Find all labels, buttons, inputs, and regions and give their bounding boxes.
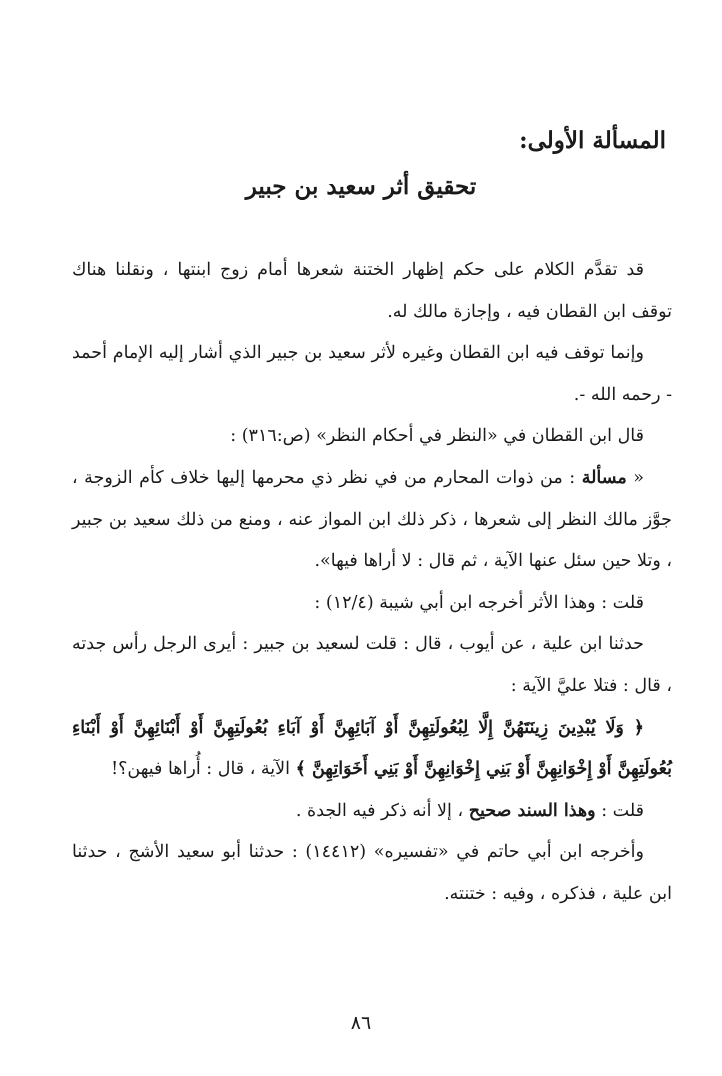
paragraph-8-text: ، إلا أنه ذكر فيه الجدة . [295,800,464,821]
paragraph-8 [72,791,672,833]
paragraph-9: وأخرجه ابن أبي حاتم في «تفسيره» (١٤٤١٢) : حدثنا أبو سعيد الأشج ، حدثنا ابن علية ، فذكره ، وفيه : ختنته. [72,842,672,904]
term-masala: مسألة [581,467,627,488]
paragraph-5: قلت : وهذا الأثر أخرجه ابن أبي شيبة (١٢/٤) : [314,592,644,613]
body-text [72,250,672,916]
sanad-verdict: وهذا السند صحيح [468,800,596,821]
page-title: تحقيق أثر سعيد بن جبير [245,173,477,200]
section-label: المسألة الأولى: [519,127,666,154]
quran-verse: ﴿ وَلَا يُبْدِينَ زِينَتَهُنَّ إِلَّا لِبُعُولَتِهِنَّ أَوْ آبَائِهِنَّ أَوْ آبَاءِ بُعُولَتِهِنَّ أَوْ أَبْنَائِهِنَّ أَوْ أَبْنَاءِ بُعُولَتِهِنَّ أَوْ إِخْوَانِهِنَّ أَوْ بَنِي إِخْوَانِهِنَّ أَوْ بَنِي أَخَوَاتِهِنَّ ﴾ [72,717,672,780]
paragraph-6: حدثنا ابن علية ، عن أيوب ، قال : قلت لسعيد بن جبير : أيرى الرجل رأس جدته ، قال : فتلا عليَّ الآية : [72,634,672,696]
paragraph-4-text: : من ذوات المحارم من في نظر ذي محرمها إليها خلاف كأم الزوجة ، جوَّز مالك النظر إلى شعرها ، ذكر ذلك ابن المواز عنه ، ومنع من ذلك سعيد بن جبير ، وتلا حين سئل عنها الآية ، ثم قال : لا أراها فيها». [72,467,672,572]
paragraph-8-lead: قلت : [601,800,644,821]
paragraph-1: قد تقدَّم الكلام على حكم إظهار الختنة شعرها أمام زوج ابنتها ، ونقلنا هناك توقف ابن القطان فيه ، وإجازة مالك له. [72,260,672,322]
paragraph-7 [72,708,672,791]
paragraph-3: قال ابن القطان في «النظر في أحكام النظر» (ص:٣١٦) : [230,426,644,447]
paragraph-7-text: الآية ، قال : أُراها فيهن؟! [111,759,291,780]
page-number: ٨٦ [350,1012,372,1034]
paragraph-2: وإنما توقف فيه ابن القطان وغيره لأثر سعيد بن جبير الذي أشار إليه الإمام أحمد - رحمه الله -. [72,343,672,405]
paragraph-4 [72,458,672,583]
quote-open: « [633,467,644,488]
